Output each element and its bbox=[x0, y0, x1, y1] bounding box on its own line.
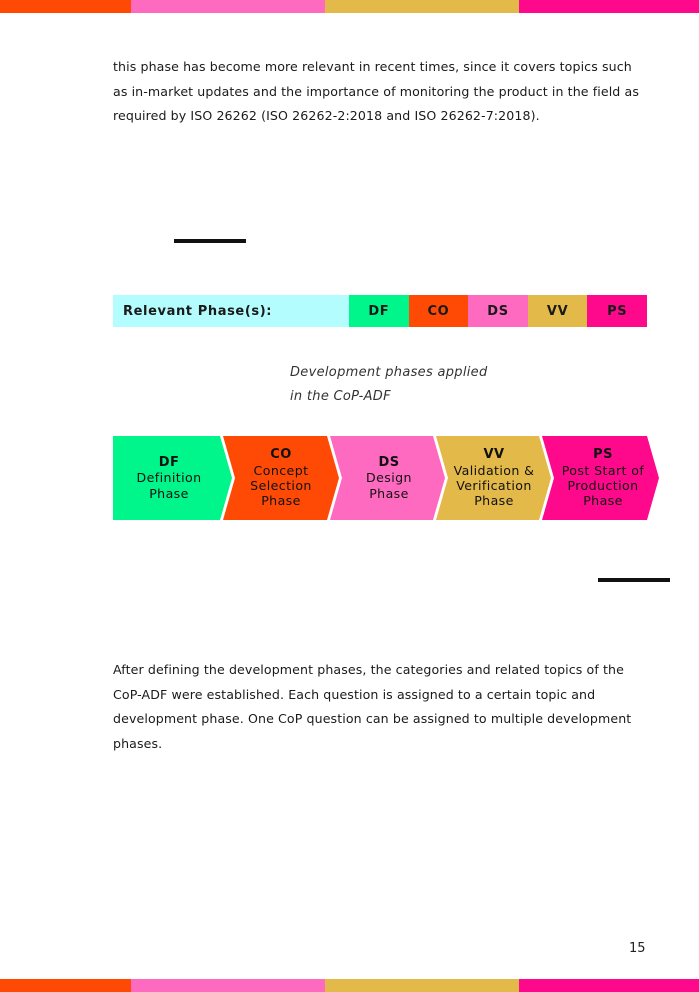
relevant-phases-label: Relevant Phase(s): bbox=[113, 295, 349, 327]
section-divider bbox=[598, 578, 670, 582]
phase-step-co bbox=[229, 436, 333, 520]
phase-abbr: DF bbox=[158, 455, 180, 471]
caption-line-1: Development phases applied bbox=[290, 365, 488, 380]
categories-paragraph: After defining the development phases, the categories and related topics of the CoP-ADF were established. Each question is assigned to a certain topic and development phase. One CoP question can be assigned to multiple development phases. bbox=[113, 662, 632, 751]
figure-caption bbox=[290, 361, 530, 409]
phase-step-vv bbox=[440, 436, 548, 520]
stripe-segment-pink bbox=[131, 979, 325, 992]
top-color-stripe bbox=[0, 0, 699, 13]
page-number: 15 bbox=[629, 941, 646, 956]
stripe-segment-yellow bbox=[325, 0, 519, 13]
phase-name-line: Validation & bbox=[453, 462, 535, 478]
development-phases-diagram bbox=[113, 436, 659, 520]
phase-name-line: Verification bbox=[456, 478, 532, 493]
phase-name-line: Concept bbox=[253, 462, 309, 478]
phase-cell-df: DF bbox=[349, 295, 409, 327]
phase-cell-ds: DS bbox=[468, 295, 528, 327]
stripe-segment-yellow bbox=[325, 979, 519, 992]
phase-name-line: Design bbox=[366, 470, 412, 486]
phase-abbr: VV bbox=[483, 447, 505, 463]
stripe-segment-pink bbox=[131, 0, 325, 13]
phase-cell-ps: PS bbox=[587, 295, 647, 327]
phase-name-line: Definition bbox=[136, 470, 202, 486]
phase-name-line: Post Start of bbox=[561, 462, 645, 478]
phase-name-line: Phase bbox=[583, 493, 623, 509]
phase-name-line: Phase bbox=[149, 485, 189, 501]
stripe-segment-orange bbox=[0, 0, 131, 13]
phase-name-line: Phase bbox=[261, 493, 301, 509]
phase-name-line: Phase bbox=[474, 493, 514, 509]
intro-paragraph: this phase has become more relevant in recent times, since it covers topics such as in-market updates and the importance of monitoring the product in the field as required by ISO 26262 (ISO 26262-2:2018 and ISO 26262-7:2018). bbox=[113, 59, 639, 123]
phase-step-ps bbox=[548, 436, 658, 520]
phase-abbr: CO bbox=[270, 447, 292, 463]
phase-abbr: PS bbox=[593, 447, 613, 463]
stripe-segment-orange bbox=[0, 979, 131, 992]
caption-line-2: in the CoP-ADF bbox=[290, 389, 391, 404]
phase-step-ds bbox=[336, 436, 442, 520]
phase-name-line: Production bbox=[567, 478, 639, 493]
phase-cell-co: CO bbox=[409, 295, 469, 327]
phase-cell-vv: VV bbox=[528, 295, 588, 327]
relevant-phases-table bbox=[113, 295, 647, 327]
section-divider bbox=[174, 239, 246, 243]
phase-abbr: DS bbox=[378, 455, 400, 471]
stripe-segment-magenta bbox=[519, 979, 699, 992]
phase-name-line: Phase bbox=[369, 485, 409, 501]
phase-step-df bbox=[113, 436, 225, 520]
stripe-segment-magenta bbox=[519, 0, 699, 13]
phase-name-line: Selection bbox=[250, 478, 312, 493]
bottom-color-stripe bbox=[0, 979, 699, 992]
